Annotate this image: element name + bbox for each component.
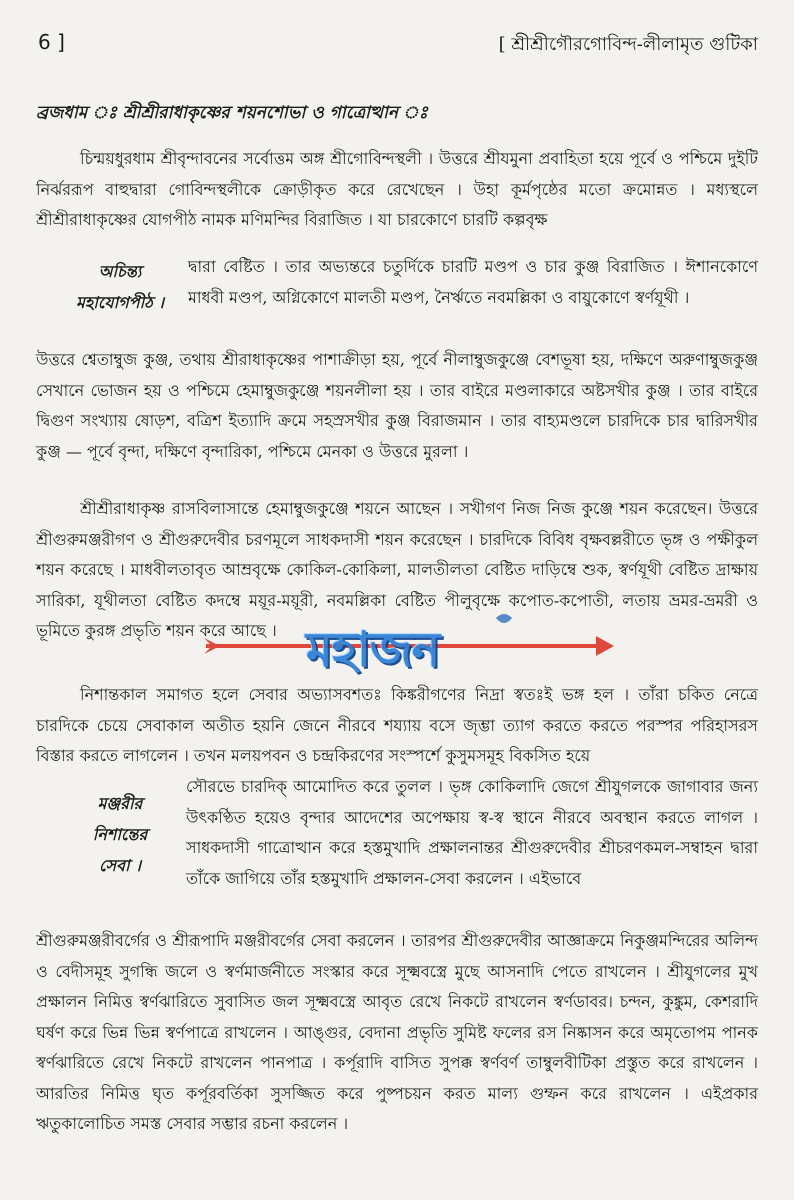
margin-note-line: নিশান্তের: [92, 825, 148, 844]
paragraph-1-continued: [36, 345, 758, 467]
paragraph-3-intro: [36, 680, 758, 772]
paragraph-3-wrapped: [186, 772, 758, 894]
paragraph-text: চিন্ময়ধুরধাম শ্রীবৃন্দাবনের সর্বোত্তম অঙ্গ শ্রীগোবিন্দস্থলী । উত্তরে শ্রীযমুনা প্রবাহিতা হয়ে পূর্বে ও পশ্চিমে দুইটি নির্ঝররূপ বাহুদ্বারা গোবিন্দস্থলীকে ক্রোড়ীকৃত করে রেখেছেন । উহা কূর্মপৃষ্ঠের মতো ক্রমোন্নত । মধ্যস্থলে শ্রীশ্রীরাধাকৃষ্ণের যোগপীঠ নামক মণিমন্দির বিরাজিত । যা চারকোণে চারটি কল্পবৃক্ষ: [36, 149, 758, 229]
publisher-watermark-logo: [196, 608, 616, 678]
page-number: 6 ]: [38, 30, 65, 54]
paragraph-text: শ্রীগুরুমঞ্জরীবর্গের ও শ্রীরূপাদি মঞ্জরীবর্গের সেবা করলেন । তারপর শ্রীগুরুদেবীর আজ্ঞাক্রমে নিকুঞ্জমন্দিরের অলিন্দ ও বেদীসমূহ সুগন্ধি জলে ও স্বর্ণমার্জনীতে সংস্কার করে সূক্ষ্মবস্ত্রে মুছে আসনাদি পেতে রাখলেন । শ্রীযুগলের মুখ প্রক্ষালন নিমিত্ত স্বর্ণঝারিতে সুবাসিত জল সূক্ষ্মবস্ত্রে আবৃত রেখে নিকটে রাখলেন স্বর্ণডাবর। চন্দন, কুঙ্কুম, কেশরাদি ঘর্ষণ করে ভিন্ন ভিন্ন স্বর্ণপাত্রে রাখলেন । আঙ্গুর, বেদানা প্রভৃতি সুমিষ্ট ফলের রস নিষ্কাসন করে অমৃতোপম পানক স্বর্ণঝারিতে রেখে নিকটে রাখলেন পানপাত্র । কর্পূরাদি বাসিত সুপক্ক স্বর্ণবর্ণ তাম্বুলবীটিকা প্রস্তুত করে রাখলেন । আরতির নিমিত্ত ঘৃত কর্পূরবর্তিকা সুসজ্জিত করে পুষ্পচয়ন করত মাল্য গুম্ফন করে রাখলেন । এইপ্রকার ঋতুকালোচিত সমস্ত সেবার সম্ভার রচনা করলেন ।: [36, 931, 758, 1133]
running-title: [ শ্রীশ্রীগৌরগোবিন্দ-লীলামৃত গুটিকা: [498, 34, 758, 55]
peacock-feather-icon: [496, 614, 512, 623]
margin-note-line: সেবা ।: [99, 856, 141, 875]
section-heading: ব্রজধাম ঃ শ্রীশ্রীরাধাকৃষ্ণের শয়নশোভা ও গাত্রোত্থান ঃ: [36, 103, 428, 123]
margin-note-manjari-seva: [64, 788, 176, 881]
paragraph-text: দ্বারা বেষ্টিত । তার অভ্যন্তরে চতুর্দিকে চারটি মণ্ডপ ও চার কুঞ্জ বিরাজিত । ঈশানকোণে মাধবী মণ্ডপ, অগ্নিকোণে মালতী মণ্ডপ, নৈর্ঋতে নবমল্লিকা ও বায়ুকোণে স্বর্ণযূথী ।: [188, 257, 758, 307]
paragraph-3-continued: [36, 926, 758, 1140]
margin-note-line: মহাযোগপীঠ ।: [76, 293, 164, 312]
margin-note-line: অচিন্ত্য: [98, 262, 142, 281]
paragraph-text: উত্তরে শ্বেতাম্বুজ কুঞ্জ, তথায় শ্রীরাধাকৃষ্ণের পাশাক্রীড়া হয়, পূর্বে নীলাম্বুজকুঞ্জে বেশভূষা হয়, দক্ষিণে অরুণাম্বুজকুঞ্জ সেখানে ভোজন হয় ও পশ্চিমে হেমাম্বুজকুঞ্জে শয়নলীলা হয় । তার বাইরে মণ্ডলাকারে অষ্টসখীর কুঞ্জ । তার বাইরে দ্বিগুণ সংখ্যায় ষোড়শ, বত্রিশ ইত্যাদি ক্রমে সহস্রসখীর কুঞ্জ বিরাজমান । তার বাহ্যমণ্ডলে চারদিকে চার দ্বারিসখীর কুঞ্জ — পূর্বে বৃন্দা, দক্ষিণে বৃন্দারিকা, পশ্চিমে মেনকা ও উত্তরে মুরলা ।: [36, 350, 758, 461]
margin-note-line: মঞ্জরীর: [97, 794, 143, 813]
watermark-text: মহাজন: [306, 622, 440, 678]
paragraph-1-intro: [36, 144, 758, 236]
paragraph-text: শ্রীশ্রীরাধাকৃষ্ণ রাসবিলাসান্তে হেমাম্বুজকুঞ্জে শয়নে আছেন । সখীগণ নিজ নিজ কুঞ্জে শয়ন করেছেন। উত্তরে শ্রীগুরুমঞ্জরীগণ ও শ্রীগুরুদেবীর চরণমূলে সাধকদাসী শয়ন করেছেন । চারদিকে বিবিধ বৃক্ষবল্লরীতে ভৃঙ্গ ও পক্ষীকুল শয়ন করেছে । মাধবীলতাবৃত আম্রবৃক্ষে কোকিল-কোকিলা, মালতীলতা বেষ্টিত দাড়িম্বে শুক, স্বর্ণযূথী বেষ্টিত দ্রাক্ষায় সারিকা, যূথীলতা বেষ্টিত কদম্বে ময়ূর-ময়ূরী, নবমল্লিকা বেষ্টিত পীলুবৃক্ষে কপোত-কপোতী, লতায় ভ্রমর-ভ্রমরী ও ভূমিতে কুরঙ্গ প্রভৃতি শয়ন করে আছে ।: [36, 499, 758, 640]
paragraph-1-wrapped: [188, 252, 758, 313]
paragraph-text: সৌরভে চারদিক্ আমোদিত করে তুলল । ভৃঙ্গ কোকিলাদি জেগে শ্রীযুগলকে জাগাবার জন্য উৎকণ্ঠিত হয়েও বৃন্দার আদেশের অপেক্ষায় স্ব-স্ব স্থানে নীরবে অবস্থান করতে লাগল । সাধকদাসী গাত্রোত্থান করে হস্তমুখাদি প্রক্ষালনান্তর শ্রীগুরুদেবীর শ্রীচরণকমল-সম্বাহন দ্বারা তাঁকে জাগিয়ে তাঁর হস্তমুখাদি প্রক্ষালন-সেবা করলেন । এইভাবে: [186, 777, 758, 888]
margin-note-mahayogapeeth: [58, 256, 182, 318]
paragraph-text: নিশান্তকাল সমাগত হলে সেবার অভ্যাসবশতঃ কিঙ্করীগণের নিদ্রা স্বতঃই ভঙ্গ হল । তাঁরা চকিত নেত্রে চারদিকে চেয়ে সেবাকাল অতীত হয়নি জেনে নীরবে শয্যায় বসে জৃম্ভা ত্যাগ করতে করতে পরস্পর পরিহাসরস বিস্তার করতে লাগলেন । তখন মলয়পবন ও চন্দ্রকিরণের সংস্পর্শে কুসুমসমূহ বিকসিত হয়ে: [36, 685, 758, 765]
